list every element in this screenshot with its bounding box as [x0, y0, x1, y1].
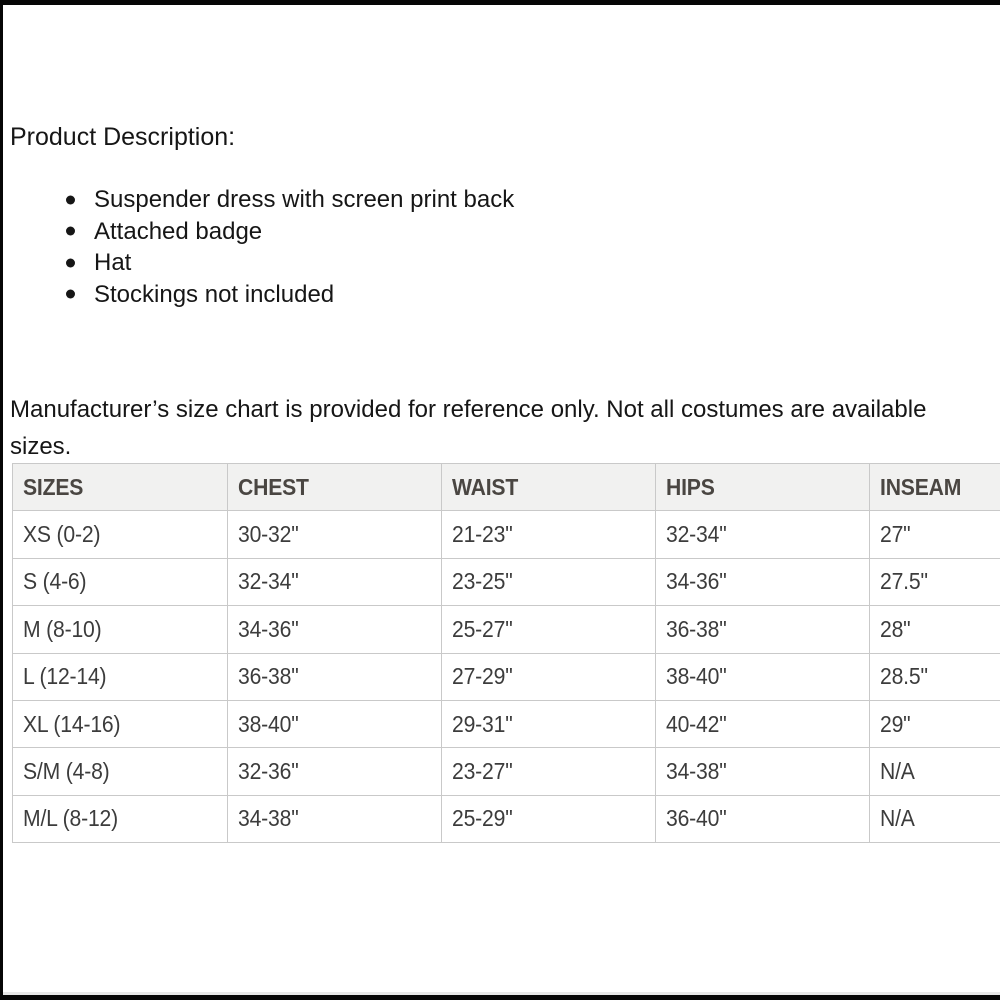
measurement-cell — [656, 748, 870, 795]
measurement-cell — [656, 700, 870, 747]
column-header-text: INSEAM — [880, 473, 962, 500]
product-bullet-list — [0, 184, 514, 310]
cell-text: L (12-14) — [23, 663, 107, 690]
size-chart-body — [13, 511, 1000, 843]
size-label-cell — [13, 700, 228, 747]
size-chart-note-line-1: Manufacturer’s size chart is provided for reference only. Not all costumes are available — [10, 396, 927, 423]
cell-text: XL (14-16) — [23, 710, 121, 737]
cell-text: N/A — [880, 758, 915, 785]
bullet-item-text: Suspender dress with screen print back — [94, 186, 515, 213]
cell-text: 23-25" — [452, 568, 513, 595]
measurement-cell — [442, 511, 656, 558]
cell-text: 23-27" — [452, 758, 513, 785]
measurement-cell — [228, 748, 442, 795]
measurement-cell — [228, 558, 442, 605]
size-label-cell — [13, 653, 228, 700]
measurement-cell — [228, 653, 442, 700]
measurement-cell — [442, 748, 656, 795]
frame-border-bottom — [0, 995, 1000, 1000]
table-row — [13, 511, 1000, 558]
size-chart-note-line-2: sizes. — [10, 432, 72, 460]
cell-text: 32-34" — [238, 568, 299, 595]
cell-text: 32-36" — [238, 758, 299, 785]
column-header-sizes — [13, 464, 228, 511]
cell-text: 27-29" — [452, 663, 513, 690]
cell-text: 25-27" — [452, 615, 513, 642]
bullet-item — [0, 216, 514, 248]
cell-text: M/L (8-12) — [23, 805, 118, 832]
cell-text: 34-36" — [666, 568, 727, 595]
cell-text: S (4-6) — [23, 568, 87, 595]
measurement-cell — [228, 606, 442, 653]
size-label-cell — [13, 795, 228, 842]
cell-text: 36-38" — [238, 663, 299, 690]
frame-border-left — [0, 3, 3, 1000]
table-row — [13, 700, 1000, 747]
frame-border-top — [0, 0, 1000, 5]
table-row — [13, 558, 1000, 605]
measurement-cell — [656, 511, 870, 558]
cell-text: 38-40" — [238, 710, 299, 737]
measurement-cell — [442, 558, 656, 605]
cell-text: 40-42" — [666, 710, 727, 737]
measurement-cell — [870, 700, 1000, 747]
cell-text: 28" — [880, 615, 911, 642]
bullet-item-text: Attached badge — [94, 217, 263, 245]
measurement-cell — [656, 795, 870, 842]
size-chart-note — [10, 392, 926, 465]
cell-text: 27.5" — [880, 568, 928, 595]
table-row — [13, 748, 1000, 795]
measurement-cell — [870, 511, 1000, 558]
cell-text: XS (0-2) — [23, 521, 101, 548]
bullet-item-text: Hat — [94, 249, 132, 276]
size-label-cell — [13, 558, 228, 605]
column-header-text: WAIST — [452, 473, 519, 500]
cell-text: 32-34" — [666, 521, 727, 548]
measurement-cell — [656, 558, 870, 605]
measurement-cell — [870, 748, 1000, 795]
column-header-text: SIZES — [23, 473, 84, 500]
cell-text: 25-29" — [452, 805, 513, 832]
cell-text: 34-38" — [666, 758, 727, 785]
column-header-inseam — [870, 464, 1000, 511]
measurement-cell — [228, 700, 442, 747]
cell-text: 36-40" — [666, 805, 727, 832]
bullet-item — [0, 279, 514, 311]
size-label-cell — [13, 606, 228, 653]
column-header-chest — [228, 464, 442, 511]
cell-text: 29" — [880, 710, 911, 737]
cell-text: N/A — [880, 805, 915, 832]
measurement-cell — [870, 558, 1000, 605]
table-row — [13, 653, 1000, 700]
measurement-cell — [442, 606, 656, 653]
size-chart-header — [13, 464, 1000, 511]
bullet-item-text: Stockings not included — [94, 280, 335, 308]
measurement-cell — [442, 700, 656, 747]
table-row — [13, 606, 1000, 653]
measurement-cell — [442, 795, 656, 842]
measurement-cell — [228, 511, 442, 558]
cell-text: 34-38" — [238, 805, 299, 832]
measurement-cell — [870, 606, 1000, 653]
size-chart-table — [12, 463, 1000, 843]
product-description-heading: Product Description: — [10, 123, 236, 151]
bullet-item — [0, 247, 514, 279]
measurement-cell — [870, 795, 1000, 842]
cell-text: S/M (4-8) — [23, 758, 110, 785]
column-header-hips — [656, 464, 870, 511]
cell-text: 30-32" — [238, 521, 299, 548]
measurement-cell — [656, 653, 870, 700]
bullet-item — [0, 184, 514, 216]
column-header-text: HIPS — [666, 473, 715, 500]
measurement-cell — [228, 795, 442, 842]
header-row — [13, 464, 1000, 511]
cell-text: 29-31" — [452, 710, 513, 737]
cell-text: 27" — [880, 521, 911, 548]
measurement-cell — [870, 653, 1000, 700]
measurement-cell — [656, 606, 870, 653]
table-row — [13, 795, 1000, 842]
size-label-cell — [13, 748, 228, 795]
size-label-cell — [13, 511, 228, 558]
cell-text: 34-36" — [238, 615, 299, 642]
cell-text: 28.5" — [880, 663, 928, 690]
cell-text: 36-38" — [666, 615, 727, 642]
cell-text: 21-23" — [452, 521, 513, 548]
column-header-waist — [442, 464, 656, 511]
cell-text: 38-40" — [666, 663, 727, 690]
cell-text: M (8-10) — [23, 615, 102, 642]
column-header-text: CHEST — [238, 473, 309, 500]
measurement-cell — [442, 653, 656, 700]
